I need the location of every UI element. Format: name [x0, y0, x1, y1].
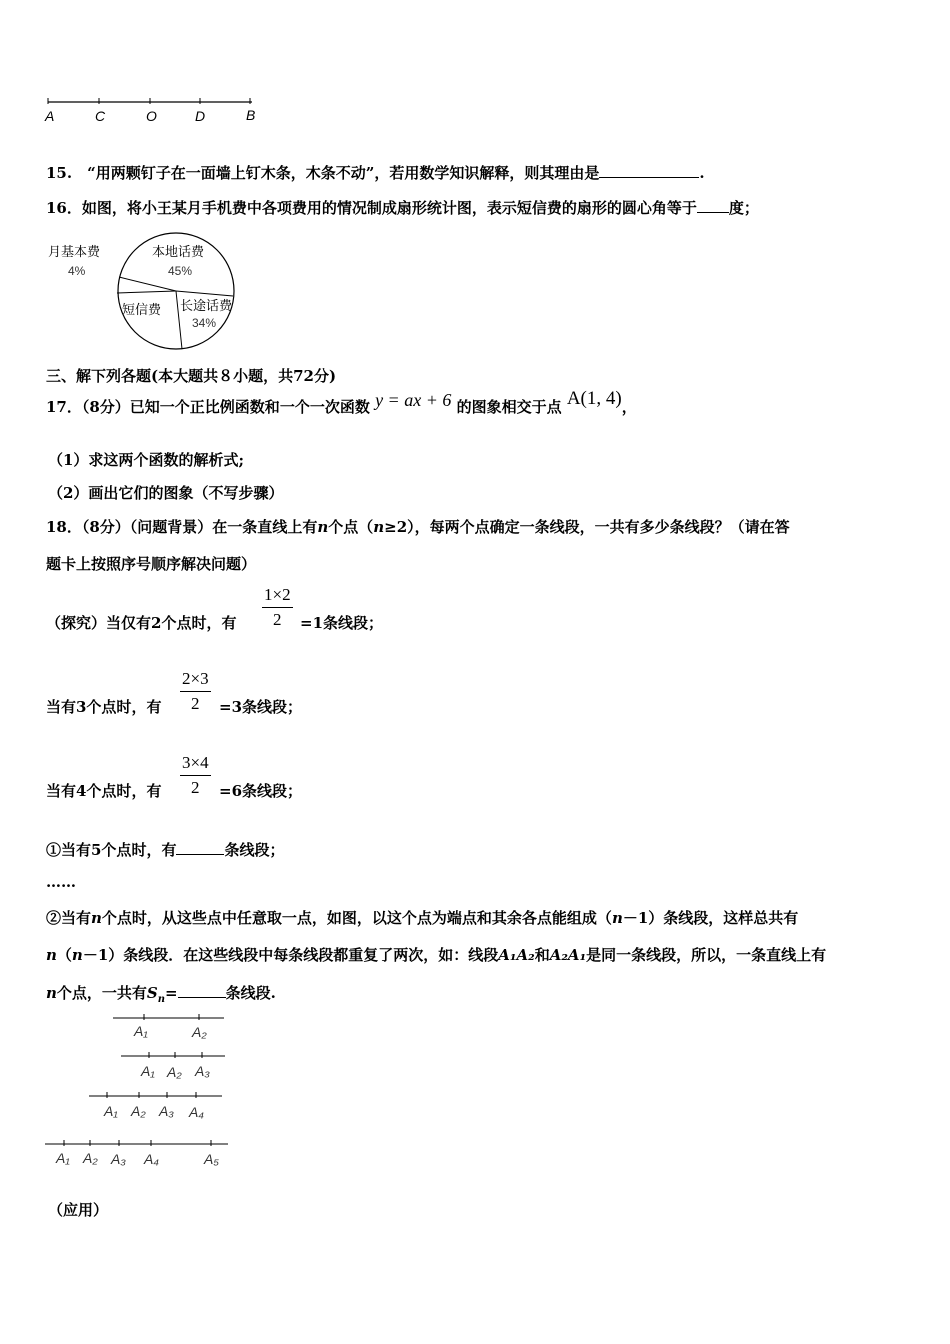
q18-sub2-l2c: 和 — [534, 946, 550, 964]
row3-label-a2: A₂ — [131, 1103, 146, 1119]
case-4-line: 当有4个点时，有 — [46, 782, 162, 800]
q18-sub2-l1b: 个点时，从这些点中任意取一点，如图，以这个点为端点和其余各点能组成（ — [101, 909, 612, 927]
q18-sub2-n-4: n — [71, 946, 83, 964]
q17-mid: 的图象相交于点 — [456, 398, 562, 416]
row4-label-a4: A₄ — [144, 1151, 159, 1167]
row4-label-a5: A₅ — [204, 1151, 219, 1167]
point-label-a: A — [45, 108, 55, 124]
pie-label-local-call: 本地话费 — [152, 244, 205, 259]
fraction-3-numerator: 3×4 — [180, 753, 211, 776]
explore-a: （探究）当仅有2个点时，有 — [46, 614, 237, 632]
q16-answer-blank[interactable] — [697, 198, 729, 213]
q18-sub2-n-5: n — [46, 984, 57, 1002]
q18-line1c: ≥2），每两个点确定一条线段，一共有多少条线段？（请在答 — [384, 518, 790, 536]
q18-sub2-l3c: 条线段. — [225, 984, 276, 1002]
q18-subquestion-2-line-2 — [46, 944, 826, 965]
row2-label-a3: A₃ — [195, 1063, 210, 1079]
pie-divider-1 — [119, 277, 176, 291]
question-15 — [46, 162, 705, 183]
segment-diagram — [40, 1008, 240, 1173]
sn-subscript: n — [157, 994, 166, 1005]
point-label-c: C — [95, 108, 106, 124]
pie-label-long-distance: 长途话费 — [180, 298, 233, 313]
fraction-2-denominator: 2 — [191, 694, 200, 713]
row3-label-a3: A₃ — [159, 1103, 174, 1119]
q18-sub2-l1a: ②当有 — [46, 909, 92, 927]
top-number-line — [40, 92, 270, 128]
q18-sub2-l2a: （ — [56, 946, 72, 964]
q18-subquestion-2-line-3 — [46, 982, 276, 1005]
case-3-result: =3条线段； — [219, 698, 303, 716]
fraction-1-numerator: 1×2 — [262, 585, 293, 608]
row2-label-a2: A₂ — [167, 1064, 182, 1080]
segment-a1a2: A₁A₂ — [498, 946, 535, 964]
q15-text: 15. “用两颗钉子在一面墙上钉木条，木条不动”，若用数学知识解释，则其理由是 — [46, 164, 600, 182]
row4-label-a3: A₃ — [111, 1151, 126, 1167]
q18-sub1-a: ①当有5个点时，有 — [46, 841, 177, 859]
q18-subquestion-2-line-1 — [46, 907, 798, 928]
q18-sub2-l1c: －1）条线段，这样总共有 — [622, 909, 799, 927]
row2-label-a1: A₁ — [141, 1063, 155, 1079]
q17-function: y = ax + 6 — [375, 390, 452, 410]
case-3-line: 当有3个点时，有 — [46, 698, 162, 716]
q18-sub2-l2b: －1）条线段．在这些线段中每条线段都重复了两次，如：线段 — [82, 946, 499, 964]
question-17 — [46, 388, 637, 418]
explore-line — [46, 612, 236, 633]
fraction-2-numerator: 2×3 — [180, 669, 211, 692]
pie-chart — [40, 230, 250, 355]
explore-b: =1条线段； — [300, 614, 384, 632]
question-16 — [46, 197, 759, 218]
case-4-result: =6条线段； — [219, 782, 303, 800]
fraction-1-denominator: 2 — [273, 610, 282, 629]
q18-line1b: 个点（ — [328, 518, 374, 536]
q18-n: n — [317, 518, 329, 536]
sn-symbol: S — [146, 984, 158, 1002]
q18-subquestion-1 — [46, 839, 284, 860]
q17-point: A(1, 4) — [566, 388, 622, 409]
row3-label-a1: A₁ — [104, 1103, 118, 1119]
q18-sub1-blank[interactable] — [176, 840, 224, 855]
q18-sub2-l2d: 是同一条线段，所以，一条直线上有 — [586, 946, 827, 964]
ellipsis: …… — [46, 873, 76, 891]
question-18-line-1 — [46, 516, 790, 537]
fraction-3-denominator: 2 — [191, 778, 200, 797]
point-label-b: B — [246, 107, 256, 123]
fraction-1x2 — [262, 585, 293, 630]
point-label-o: O — [146, 108, 157, 124]
pie-divider-2 — [117, 291, 176, 293]
q18-sub1-b: 条线段； — [224, 841, 285, 859]
q18-sub2-n-3: n — [46, 946, 57, 964]
pie-label-sms-fee: 短信费 — [122, 302, 162, 317]
question-18-line-2: 题卡上按照序号顺序解决问题） — [46, 555, 257, 573]
q16-text: 16．如图，将小王某月手机费中各项费用的情况制成扇形统计图，表示短信费的扇形的圆心角等于 — [46, 199, 697, 217]
fraction-3x4 — [180, 753, 211, 798]
row4-label-a2: A₂ — [83, 1150, 98, 1166]
pie-value-local-call: 45% — [168, 264, 193, 278]
q15-answer-blank[interactable] — [599, 163, 699, 178]
pie-value-basic-fee: 4% — [68, 264, 86, 278]
row4-label-a1: A₁ — [56, 1150, 70, 1166]
q17-end: ， — [621, 398, 637, 416]
q18-sub2-l3b: = — [165, 984, 178, 1002]
q18-sub2-n-2: n — [611, 909, 623, 927]
fraction-2x3 — [180, 669, 211, 714]
q18-sub2-n: n — [91, 909, 102, 927]
pie-value-long-distance: 34% — [192, 316, 217, 330]
point-label-d: D — [195, 108, 206, 124]
q17-part-2: （2）画出它们的图象（不写步骤） — [48, 484, 284, 502]
q15-tail: . — [699, 164, 705, 182]
q17-prefix: 17．（8分）已知一个正比例函数和一个一次函数 — [46, 398, 370, 416]
apply-heading: （应用） — [48, 1201, 109, 1219]
pie-divider-3 — [176, 291, 233, 296]
row1-label-a1: A₁ — [134, 1023, 148, 1039]
pie-label-basic-fee: 月基本费 — [48, 244, 101, 259]
sn-answer-blank[interactable] — [178, 983, 226, 998]
q18-sub2-l3a: 个点，一共有 — [56, 984, 147, 1002]
q16-tail: 度； — [728, 199, 759, 217]
segment-a2a1: A₂A₁ — [549, 946, 587, 964]
row1-label-a2: A₂ — [192, 1024, 207, 1040]
section-3-heading: 三、解下列各题(本大题共８小题，共72分) — [46, 367, 337, 385]
q17-part-1: （1）求这两个函数的解析式; — [48, 451, 244, 469]
q18-n-2: n — [373, 518, 385, 536]
row3-label-a4: A₄ — [189, 1104, 204, 1120]
q18-line1a: 18．（8分）（问题背景）在一条直线上有 — [46, 518, 318, 536]
